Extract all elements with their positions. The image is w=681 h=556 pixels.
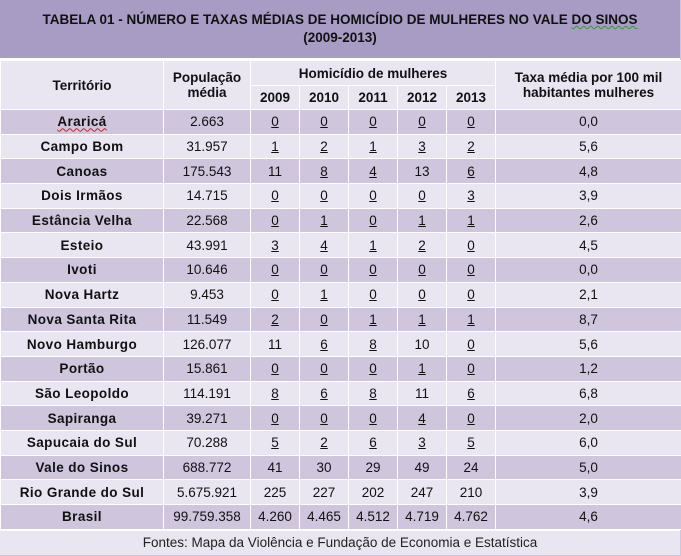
homicidio-value: 0 (467, 262, 475, 278)
row-taxa: 5,6 (496, 332, 681, 357)
row-populacao: 688.772 (164, 455, 251, 480)
row-homicidio-count (447, 406, 496, 431)
row-homicidio-count (398, 208, 447, 233)
row-homicidio-count (251, 110, 300, 135)
row-homicidio-count (251, 480, 300, 505)
row-homicidio-count (300, 307, 349, 332)
header-year: 2009 (251, 86, 300, 110)
row-populacao: 175.543 (164, 159, 251, 184)
row-territorio (1, 381, 164, 406)
territorio-label: Ivoti (67, 262, 97, 278)
row-populacao: 9.453 (164, 282, 251, 307)
row-homicidio-count (300, 208, 349, 233)
homicidio-value: 0 (320, 114, 328, 130)
territorio-label: Rio Grande do Sul (19, 484, 145, 500)
row-taxa: 4,5 (496, 233, 681, 258)
row-homicidio-count (398, 455, 447, 480)
homicidio-value: 0 (320, 410, 328, 426)
homicidio-value: 227 (312, 484, 336, 500)
row-homicidio-count (251, 332, 300, 357)
table-row (1, 480, 681, 505)
header-year: 2012 (398, 86, 447, 110)
row-territorio (1, 505, 164, 530)
table-row (1, 406, 681, 431)
row-homicidio-count (251, 282, 300, 307)
homicidio-value: 0 (418, 188, 426, 204)
homicidio-value: 2 (320, 139, 328, 155)
row-territorio (1, 307, 164, 332)
header-territorio: Território (1, 61, 164, 110)
row-taxa: 6,8 (496, 381, 681, 406)
homicidio-value: 0 (418, 262, 426, 278)
row-territorio (1, 430, 164, 455)
row-territorio (1, 455, 164, 480)
homicidio-value: 4.260 (258, 509, 292, 525)
homicidio-value: 0 (320, 188, 328, 204)
homicidio-value: 0 (369, 287, 377, 303)
homicidio-value: 24 (463, 459, 479, 475)
header-populacao: População média (164, 61, 251, 110)
row-territorio (1, 258, 164, 283)
homicidio-value: 6 (467, 385, 475, 401)
row-homicidio-count (300, 332, 349, 357)
homicidio-value: 0 (369, 188, 377, 204)
homicidio-value: 0 (320, 311, 328, 327)
row-homicidio-count (398, 258, 447, 283)
homicidio-value: 0 (467, 237, 475, 253)
row-homicidio-count (398, 233, 447, 258)
homicidio-value: 0 (418, 287, 426, 303)
row-homicidio-count (300, 233, 349, 258)
row-populacao: 2.663 (164, 110, 251, 135)
homicidio-value: 3 (467, 188, 475, 204)
homicidio-value: 11 (267, 163, 282, 179)
homicidio-value: 1 (320, 213, 328, 229)
row-territorio (1, 110, 164, 135)
homicidio-value: 41 (267, 459, 283, 475)
homicidio-value: 4 (369, 163, 377, 179)
homicidio-value: 0 (369, 114, 377, 130)
homicidio-value: 4.719 (405, 509, 439, 525)
row-homicidio-count (398, 134, 447, 159)
table-row (1, 332, 681, 357)
homicidio-value: 49 (414, 459, 430, 475)
homicidio-value: 1 (418, 213, 426, 229)
homicidio-value: 0 (369, 361, 377, 377)
row-homicidio-count (447, 233, 496, 258)
row-homicidio-count (300, 430, 349, 455)
row-homicidio-count (251, 258, 300, 283)
row-taxa: 2,6 (496, 208, 681, 233)
row-homicidio-count (398, 406, 447, 431)
table-row (1, 381, 681, 406)
table-row (1, 455, 681, 480)
homicidio-value: 210 (459, 484, 483, 500)
row-taxa: 3,9 (496, 184, 681, 209)
table-row (1, 159, 681, 184)
homicidio-value: 0 (271, 361, 279, 377)
table-row (1, 110, 681, 135)
row-taxa: 5,6 (496, 134, 681, 159)
homicidio-value: 5 (467, 435, 475, 451)
row-homicidio-count (251, 455, 300, 480)
row-territorio (1, 134, 164, 159)
row-homicidio-count (349, 110, 398, 135)
territorio-label: Nova Hartz (44, 287, 120, 303)
header-homicidio: Homicídio de mulheres (251, 61, 496, 86)
homicidio-value: 6 (320, 336, 328, 352)
homicidio-value: 2 (467, 139, 475, 155)
row-homicidio-count (251, 430, 300, 455)
row-taxa: 3,9 (496, 480, 681, 505)
territorio-label: Sapiranga (47, 410, 117, 426)
row-homicidio-count (349, 381, 398, 406)
homicidio-value: 0 (369, 410, 377, 426)
row-homicidio-count (447, 505, 496, 530)
homicidio-value: 8 (369, 336, 377, 352)
row-homicidio-count (349, 233, 398, 258)
row-populacao: 126.077 (164, 332, 251, 357)
row-homicidio-count (349, 134, 398, 159)
homicidio-value: 0 (320, 262, 328, 278)
homicidio-value: 8 (271, 385, 279, 401)
row-homicidio-count (300, 480, 349, 505)
row-homicidio-count (251, 505, 300, 530)
row-homicidio-count (447, 258, 496, 283)
row-populacao: 11.549 (164, 307, 251, 332)
title-line1-suffix: DO SINOS (571, 12, 638, 27)
table-row (1, 282, 681, 307)
table-row (1, 356, 681, 381)
table-row (1, 134, 681, 159)
row-homicidio-count (251, 381, 300, 406)
title-line1: TABELA 01 - NÚMERO E TAXAS MÉDIAS DE HOMICÍDIO DE MULHERES NO VALE (42, 12, 572, 27)
row-taxa: 8,7 (496, 307, 681, 332)
territorio-label: Portão (59, 361, 105, 377)
homicidio-value: 4 (418, 410, 426, 426)
header-year: 2010 (300, 86, 349, 110)
homicidio-value: 6 (369, 435, 377, 451)
row-populacao: 10.646 (164, 258, 251, 283)
table-title (0, 0, 680, 60)
row-populacao: 70.288 (164, 430, 251, 455)
table-footer: Fontes: Mapa da Violência e Fundação de Economia e Estatística (0, 530, 680, 555)
header-taxa: Taxa média por 100 mil habitantes mulheres (496, 61, 681, 110)
homicidio-value: 0 (320, 361, 328, 377)
row-homicidio-count (447, 282, 496, 307)
row-homicidio-count (447, 332, 496, 357)
row-homicidio-count (300, 406, 349, 431)
row-homicidio-count (300, 455, 349, 480)
row-populacao: 22.568 (164, 208, 251, 233)
row-homicidio-count (300, 282, 349, 307)
row-populacao: 99.759.358 (164, 505, 251, 530)
homicidio-value: 2 (271, 311, 279, 327)
row-populacao: 43.991 (164, 233, 251, 258)
territorio-label: Novo Hamburgo (26, 336, 138, 352)
row-homicidio-count (447, 480, 496, 505)
row-homicidio-count (447, 208, 496, 233)
row-homicidio-count (349, 430, 398, 455)
row-homicidio-count (447, 134, 496, 159)
homicidio-value: 11 (267, 336, 282, 352)
row-taxa: 6,0 (496, 430, 681, 455)
row-taxa: 4,6 (496, 505, 681, 530)
row-taxa: 0,0 (496, 258, 681, 283)
homicidio-value: 1 (467, 311, 475, 327)
table-row (1, 258, 681, 283)
row-populacao: 39.271 (164, 406, 251, 431)
row-homicidio-count (398, 282, 447, 307)
homicidio-value: 4.762 (454, 509, 488, 525)
homicidio-value: 11 (414, 385, 429, 401)
row-homicidio-count (349, 406, 398, 431)
row-territorio (1, 282, 164, 307)
row-homicidio-count (398, 480, 447, 505)
row-homicidio-count (398, 159, 447, 184)
homicidio-value: 247 (410, 484, 434, 500)
table-row (1, 208, 681, 233)
homicidio-value: 3 (418, 435, 426, 451)
row-taxa: 2,0 (496, 406, 681, 431)
row-homicidio-count (447, 455, 496, 480)
row-homicidio-count (251, 307, 300, 332)
homicidio-value: 8 (320, 163, 328, 179)
territorio-label: Canoas (56, 163, 108, 179)
homicidio-value: 0 (369, 262, 377, 278)
row-homicidio-count (300, 110, 349, 135)
homicidio-value: 6 (467, 163, 475, 179)
header-year: 2011 (349, 86, 398, 110)
table-row (1, 505, 681, 530)
row-homicidio-count (398, 307, 447, 332)
title-line2: (2009-2013) (303, 30, 377, 45)
row-homicidio-count (447, 430, 496, 455)
row-populacao: 114.191 (164, 381, 251, 406)
row-homicidio-count (251, 134, 300, 159)
row-taxa: 5,0 (496, 455, 681, 480)
row-homicidio-count (398, 505, 447, 530)
homicidio-value: 0 (467, 336, 475, 352)
homicidio-value: 4.465 (307, 509, 341, 525)
homicidio-value: 0 (271, 213, 279, 229)
territorio-label: Esteio (60, 237, 104, 253)
homicidio-value: 2 (320, 435, 328, 451)
row-homicidio-count (349, 480, 398, 505)
row-territorio (1, 480, 164, 505)
row-homicidio-count (300, 184, 349, 209)
homicidio-value: 0 (467, 410, 475, 426)
row-homicidio-count (447, 356, 496, 381)
homicidio-value: 5 (271, 435, 279, 451)
homicidio-value: 0 (271, 262, 279, 278)
homicidio-value: 1 (320, 287, 328, 303)
row-territorio (1, 159, 164, 184)
row-taxa: 4,8 (496, 159, 681, 184)
row-territorio (1, 406, 164, 431)
row-homicidio-count (300, 505, 349, 530)
territorio-label: Vale do Sinos (35, 459, 129, 475)
row-populacao: 31.957 (164, 134, 251, 159)
row-territorio (1, 184, 164, 209)
row-territorio (1, 356, 164, 381)
homicide-table (0, 60, 681, 530)
territorio-label: Brasil (62, 509, 102, 525)
homicidio-value: 1 (467, 213, 475, 229)
row-homicidio-count (251, 406, 300, 431)
homicidio-value: 6 (320, 385, 328, 401)
territorio-label: Dois Irmãos (41, 188, 123, 204)
row-homicidio-count (300, 159, 349, 184)
homicidio-value: 29 (365, 459, 381, 475)
row-homicidio-count (349, 208, 398, 233)
row-homicidio-count (447, 381, 496, 406)
header-year: 2013 (447, 86, 496, 110)
row-homicidio-count (300, 258, 349, 283)
table-row (1, 184, 681, 209)
row-homicidio-count (398, 430, 447, 455)
row-homicidio-count (349, 258, 398, 283)
row-homicidio-count (349, 282, 398, 307)
row-homicidio-count (251, 233, 300, 258)
homicidio-value: 3 (418, 139, 426, 155)
row-homicidio-count (349, 159, 398, 184)
territorio-label: Sapucaia do Sul (26, 435, 138, 451)
homicidio-value: 8 (369, 385, 377, 401)
territorio-label: Araricá (57, 114, 107, 130)
homicidio-value: 0 (467, 287, 475, 303)
territorio-label: São Leopoldo (34, 385, 130, 401)
row-taxa: 0,0 (496, 110, 681, 135)
row-homicidio-count (447, 184, 496, 209)
homicidio-value: 1 (418, 361, 426, 377)
homicidio-value: 4 (320, 237, 328, 253)
row-homicidio-count (398, 381, 447, 406)
homicidio-value: 10 (414, 336, 430, 352)
homicidio-value: 30 (316, 459, 332, 475)
row-homicidio-count (349, 505, 398, 530)
row-homicidio-count (300, 134, 349, 159)
row-taxa: 1,2 (496, 356, 681, 381)
homicidio-value: 0 (467, 361, 475, 377)
row-homicidio-count (398, 356, 447, 381)
homicidio-value: 0 (418, 114, 426, 130)
row-homicidio-count (398, 332, 447, 357)
row-homicidio-count (251, 159, 300, 184)
homicidio-value: 1 (271, 139, 279, 155)
homicidio-value: 0 (271, 287, 279, 303)
row-homicidio-count (349, 184, 398, 209)
homicidio-value: 0 (271, 114, 279, 130)
table-row (1, 233, 681, 258)
row-homicidio-count (398, 110, 447, 135)
row-homicidio-count (349, 332, 398, 357)
homicidio-value: 0 (271, 410, 279, 426)
homicidio-value: 202 (361, 484, 385, 500)
row-homicidio-count (447, 307, 496, 332)
row-homicidio-count (349, 307, 398, 332)
homicidio-value: 3 (271, 237, 279, 253)
territorio-label: Estância Velha (31, 213, 133, 229)
homicidio-value: 0 (467, 114, 475, 130)
row-populacao: 15.861 (164, 356, 251, 381)
homicidio-value: 1 (369, 139, 377, 155)
homicidio-value: 1 (418, 311, 426, 327)
row-homicidio-count (251, 208, 300, 233)
table-row (1, 430, 681, 455)
row-homicidio-count (251, 184, 300, 209)
row-homicidio-count (447, 110, 496, 135)
territorio-label: Nova Santa Rita (27, 311, 137, 327)
row-populacao: 5.675.921 (164, 480, 251, 505)
row-homicidio-count (349, 455, 398, 480)
row-homicidio-count (398, 184, 447, 209)
homicidio-value: 1 (369, 311, 377, 327)
row-homicidio-count (300, 381, 349, 406)
homicidio-value: 1 (369, 237, 377, 253)
row-territorio (1, 233, 164, 258)
homicidio-value: 13 (414, 163, 430, 179)
homicidio-value: 4.512 (356, 509, 390, 525)
row-homicidio-count (251, 356, 300, 381)
row-homicidio-count (447, 159, 496, 184)
territorio-label: Campo Bom (40, 139, 124, 155)
row-homicidio-count (349, 356, 398, 381)
homicidio-value: 225 (263, 484, 287, 500)
row-territorio (1, 332, 164, 357)
homicidio-value: 0 (369, 213, 377, 229)
row-territorio (1, 208, 164, 233)
row-taxa: 2,1 (496, 282, 681, 307)
table-row (1, 307, 681, 332)
row-homicidio-count (300, 356, 349, 381)
row-populacao: 14.715 (164, 184, 251, 209)
homicidio-value: 2 (418, 237, 426, 253)
homicidio-value: 0 (271, 188, 279, 204)
